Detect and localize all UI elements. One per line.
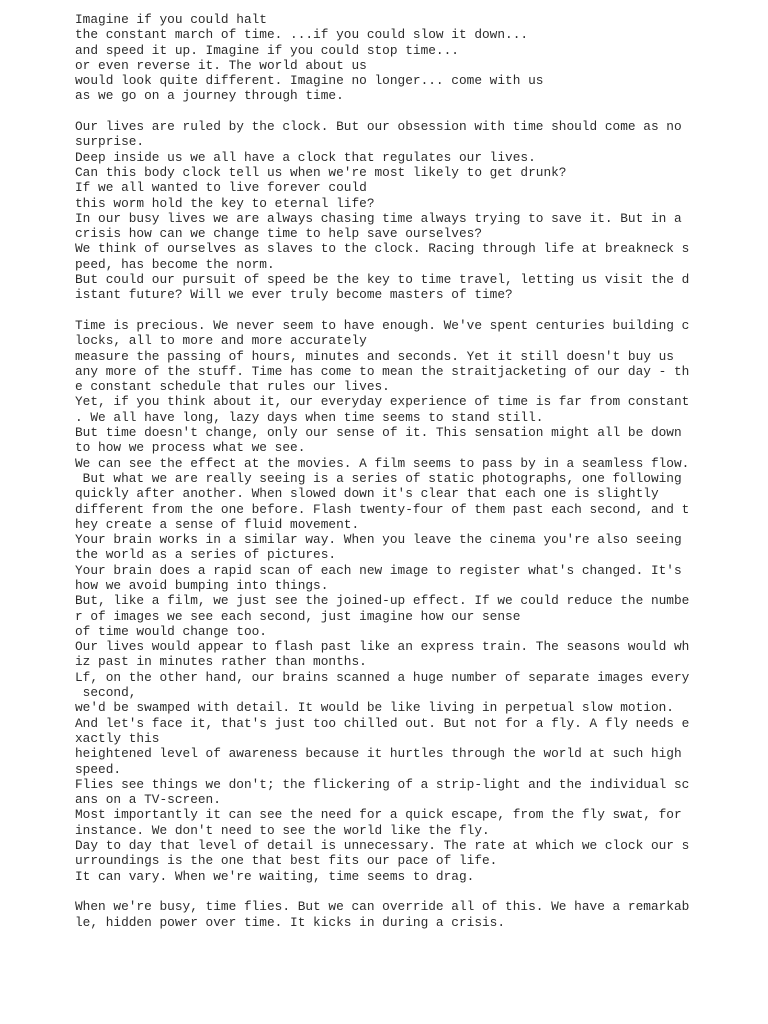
text-line: But time doesn't change, only our sense of it. This sensation might all be down xyxy=(75,425,682,441)
text-line: the constant march of time. ...if you could slow it down... xyxy=(75,27,529,43)
text-line: we'd be swamped with detail. It would be like living in perpetual slow motion. xyxy=(75,700,674,716)
text-line: any more of the stuff. Time has come to mean the straitjacketing of our day - th xyxy=(75,363,690,379)
text-line: le, hidden power over time. It kicks in during a crisis. xyxy=(75,914,506,930)
text-line: xactly this xyxy=(75,730,160,746)
text-line: speed. xyxy=(75,761,122,777)
text-line: . We all have long, lazy days when time seems to stand still. xyxy=(75,409,544,425)
text-line: crisis how can we change time to help save ourselves? xyxy=(75,226,483,242)
text-line: instance. We don't need to see the world like the fly. xyxy=(75,822,490,838)
text-line: If we all wanted to live forever could xyxy=(75,180,367,196)
paragraph xyxy=(75,119,755,303)
text-line: to how we process what we see. xyxy=(75,440,306,456)
text-line: of time would change too. xyxy=(75,623,267,639)
text-line: different from the one before. Flash twenty-four of them past each second, and t xyxy=(75,501,690,517)
text-line: Our lives would appear to flash past like an express train. The seasons would wh xyxy=(75,639,690,655)
text-line: Lf, on the other hand, our brains scanned a huge number of separate images every xyxy=(75,669,690,685)
text-line: or even reverse it. The world about us xyxy=(75,57,367,73)
text-line: measure the passing of hours, minutes and seconds. Yet it still doesn't buy us xyxy=(75,348,674,364)
text-line: surprise. xyxy=(75,134,145,150)
text-line: And let's face it, that's just too chilled out. But not for a fly. A fly needs e xyxy=(75,715,690,731)
text-line: Your brain does a rapid scan of each new image to register what's changed. It's xyxy=(75,562,682,578)
paragraph xyxy=(75,12,755,104)
text-line: e constant schedule that rules our lives. xyxy=(75,379,390,395)
text-line: We think of ourselves as slaves to the clock. Racing through life at breakneck s xyxy=(75,241,690,257)
text-line: urroundings is the one that best fits our pace of life. xyxy=(75,853,498,869)
text-line: We can see the effect at the movies. A film seems to pass by in a seamless flow. xyxy=(75,455,690,471)
text-line: iz past in minutes rather than months. xyxy=(75,654,367,670)
text-line: how we avoid bumping into things. xyxy=(75,577,329,593)
text-line: When we're busy, time flies. But we can override all of this. We have a remarkab xyxy=(75,899,690,915)
text-line: Your brain works in a similar way. When you leave the cinema you're also seeing xyxy=(75,532,682,548)
text-line: istant future? Will we ever truly become masters of time? xyxy=(75,287,513,303)
text-line: But could our pursuit of speed be the key to time travel, letting us visit the d xyxy=(75,272,690,288)
text-line: peed, has become the norm. xyxy=(75,256,275,272)
document-page xyxy=(75,12,755,945)
paragraph xyxy=(75,318,755,884)
text-line: Flies see things we don't; the flickering of a strip-light and the individual sc xyxy=(75,776,690,792)
text-line: quickly after another. When slowed down it's clear that each one is slightly xyxy=(75,486,659,502)
text-line: Most importantly it can see the need for a quick escape, from the fly swat, for xyxy=(75,807,682,823)
text-line: But what we are really seeing is a series of static photographs, one following xyxy=(75,470,682,486)
text-line: hey create a sense of fluid movement. xyxy=(75,516,360,532)
text-line: Can this body clock tell us when we're most likely to get drunk? xyxy=(75,164,567,180)
text-line: as we go on a journey through time. xyxy=(75,88,344,104)
text-line: But, like a film, we just see the joined-up effect. If we could reduce the numbe xyxy=(75,593,690,609)
text-line: Our lives are ruled by the clock. But our obsession with time should come as no xyxy=(75,119,682,135)
text-line: second, xyxy=(75,685,137,701)
paragraph xyxy=(75,899,755,930)
text-line: Day to day that level of detail is unnecessary. The rate at which we clock our s xyxy=(75,838,690,854)
text-line: Time is precious. We never seem to have enough. We've spent centuries building c xyxy=(75,317,690,333)
text-line: In our busy lives we are always chasing time always trying to save it. But in a xyxy=(75,210,682,226)
text-line: this worm hold the key to eternal life? xyxy=(75,195,375,211)
text-line: the world as a series of pictures. xyxy=(75,547,337,563)
text-line: Yet, if you think about it, our everyday experience of time is far from constant xyxy=(75,394,690,410)
text-line: heightened level of awareness because it hurtles through the world at such high xyxy=(75,746,682,762)
text-line: would look quite different. Imagine no longer... come with us xyxy=(75,73,544,89)
text-line: locks, all to more and more accurately xyxy=(75,333,367,349)
text-line: It can vary. When we're waiting, time seems to drag. xyxy=(75,868,475,884)
text-line: Imagine if you could halt xyxy=(75,12,267,27)
text-line: Deep inside us we all have a clock that regulates our lives. xyxy=(75,149,536,165)
text-line: r of images we see each second, just imagine how our sense xyxy=(75,608,521,624)
text-line: ans on a TV-screen. xyxy=(75,792,221,808)
text-line: and speed it up. Imagine if you could stop time... xyxy=(75,42,459,58)
